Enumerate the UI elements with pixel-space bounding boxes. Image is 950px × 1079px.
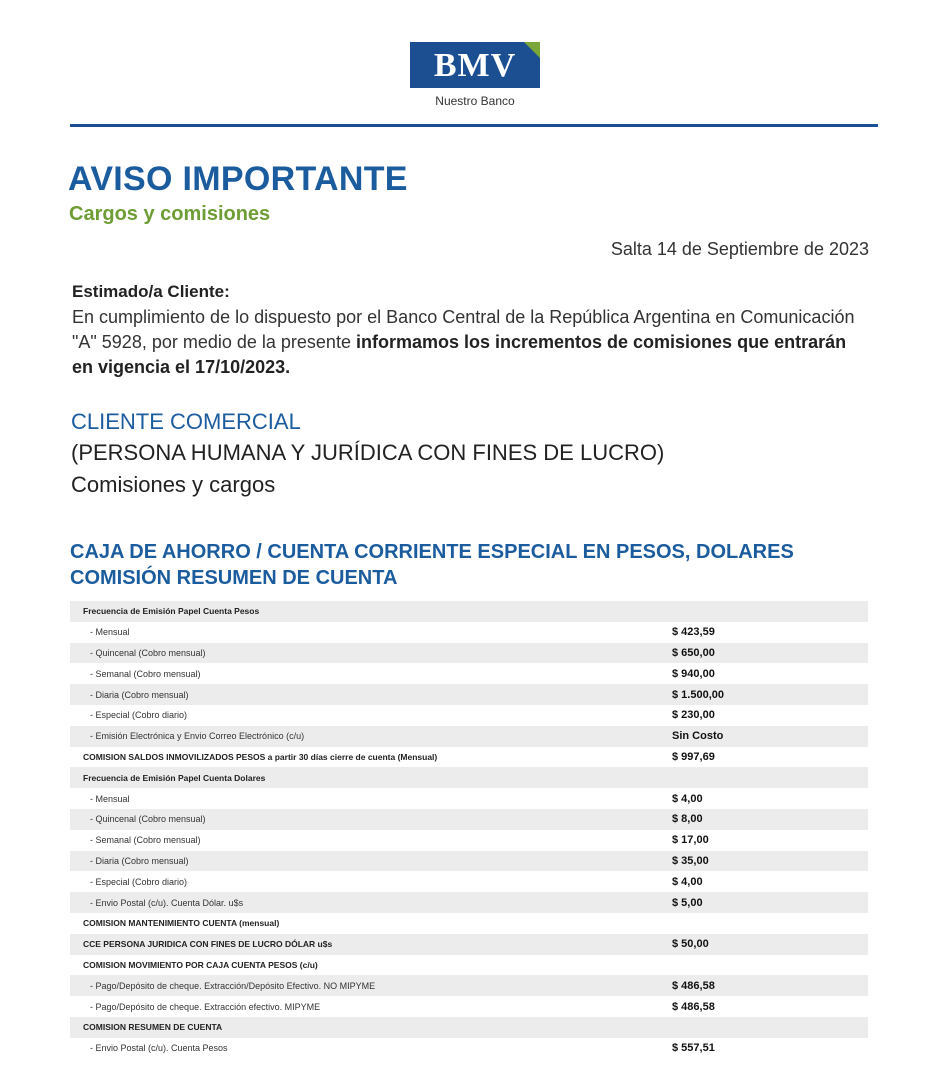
row-label: Frecuencia de Emisión Papel Cuenta Dolares <box>83 772 266 783</box>
logo-tagline: Nuestro Banco <box>435 94 515 108</box>
row-value: $ 50,00 <box>672 938 709 951</box>
row-label: Frecuencia de Emisión Papel Cuenta Pesos <box>83 606 260 617</box>
salutation: Estimado/a Cliente: <box>72 282 230 301</box>
table-row <box>70 601 868 622</box>
row-label: COMISION MOVIMIENTO POR CAJA CUENTA PESOS (c/u) <box>83 959 318 970</box>
table-heading <box>70 539 794 591</box>
table-heading-line-1: CAJA DE AHORRO / CUENTA CORRIENTE ESPECIAL EN PESOS, DOLARES <box>70 541 794 563</box>
row-label: - Envio Postal (c/u). Cuenta Dólar. u$s <box>90 897 244 908</box>
row-value: $ 486,58 <box>672 979 715 992</box>
row-label: - Emisión Electrónica y Envio Correo Electrónico (c/u) <box>90 731 305 742</box>
logo-text: BMV <box>433 47 517 84</box>
row-value: Sin Costo <box>672 730 724 743</box>
row-value: $ 1.500,00 <box>672 688 724 701</box>
row-value: $ 940,00 <box>672 667 715 680</box>
row-value: $ 423,59 <box>672 626 715 639</box>
row-label: - Diaria (Cobro mensual) <box>90 689 189 700</box>
section-title: CLIENTE COMERCIAL <box>71 409 301 434</box>
row-value: $ 557,51 <box>672 1042 715 1055</box>
table-row <box>70 851 868 872</box>
table-row <box>70 809 868 830</box>
table-row <box>70 913 868 934</box>
bank-logo <box>410 42 540 88</box>
page-subtitle: Cargos y comisiones <box>69 203 271 225</box>
notice-date: Salta 14 de Septiembre de 2023 <box>610 239 869 259</box>
row-value: $ 8,00 <box>672 813 703 826</box>
row-value: $ 486,58 <box>672 1000 715 1013</box>
row-label: - Especial (Cobro diario) <box>90 710 188 721</box>
row-label: - Semanal (Cobro mensual) <box>90 835 201 846</box>
row-value: $ 35,00 <box>672 854 709 867</box>
table-row <box>70 1038 868 1059</box>
row-label: - Diaria (Cobro mensual) <box>90 855 189 866</box>
row-label: - Semanal (Cobro mensual) <box>90 668 201 679</box>
page-title: AVISO IMPORTANTE <box>68 160 408 198</box>
table-row <box>70 684 868 705</box>
row-value: $ 997,69 <box>672 750 715 763</box>
row-value: $ 4,00 <box>672 792 703 805</box>
table-row <box>70 726 868 747</box>
table-row <box>70 830 868 851</box>
table-row <box>70 767 868 788</box>
row-label: - Especial (Cobro diario) <box>90 876 188 887</box>
row-label: COMISION SALDOS INMOVILIZADOS PESOS a partir 30 días cierre de cuenta (Mensual) <box>83 751 438 762</box>
table-row <box>70 663 868 684</box>
row-label: COMISION MANTENIMIENTO CUENTA (mensual) <box>83 918 280 929</box>
row-label: - Mensual <box>90 793 130 804</box>
table-row <box>70 975 868 996</box>
row-label: - Mensual <box>90 627 130 638</box>
row-value: $ 650,00 <box>672 646 715 659</box>
row-value: $ 230,00 <box>672 709 715 722</box>
table-row <box>70 955 868 976</box>
intro-text: En cumplimiento de lo dispuesto por el Banco Central de la República Argentina en Comunicación "A" 5928, por medio de la presente <box>72 307 855 352</box>
row-label: COMISION RESUMEN DE CUENTA <box>83 1022 223 1033</box>
section-caption: Comisiones y cargos <box>71 472 276 497</box>
row-label: - Quincenal (Cobro mensual) <box>90 647 206 658</box>
table-row <box>70 622 868 643</box>
table-row <box>70 747 868 768</box>
section-subtitle: (PERSONA HUMANA Y JURÍDICA CON FINES DE LUCRO) <box>71 440 665 465</box>
row-label: - Quincenal (Cobro mensual) <box>90 814 206 825</box>
row-label: - Pago/Depósito de cheque. Extracción efectivo. MIPYME <box>90 1001 321 1012</box>
header-divider <box>70 124 878 127</box>
table-row <box>70 1017 868 1038</box>
row-value: $ 5,00 <box>672 896 703 909</box>
row-label: - Pago/Depósito de cheque. Extracción/Depósito Efectivo. NO MIPYME <box>90 980 376 991</box>
row-value: $ 17,00 <box>672 834 709 847</box>
table-row <box>70 934 868 955</box>
table-row <box>70 871 868 892</box>
row-label: CCE PERSONA JURIDICA CON FINES DE LUCRO DÓLAR u$s <box>83 939 333 950</box>
table-row <box>70 892 868 913</box>
row-label: - Envio Postal (c/u). Cuenta Pesos <box>90 1043 228 1054</box>
intro-text-bold: informamos los incrementos de comisiones que entrarán en vigencia el 17/10/2023. <box>72 332 847 377</box>
table-row <box>70 788 868 809</box>
row-value: $ 4,00 <box>672 875 703 888</box>
intro-paragraph <box>72 305 872 380</box>
table-heading-line-2: COMISIÓN RESUMEN DE CUENTA <box>70 567 398 589</box>
fee-table <box>70 601 868 1059</box>
table-row <box>70 705 868 726</box>
table-row <box>70 643 868 664</box>
table-row <box>70 996 868 1017</box>
